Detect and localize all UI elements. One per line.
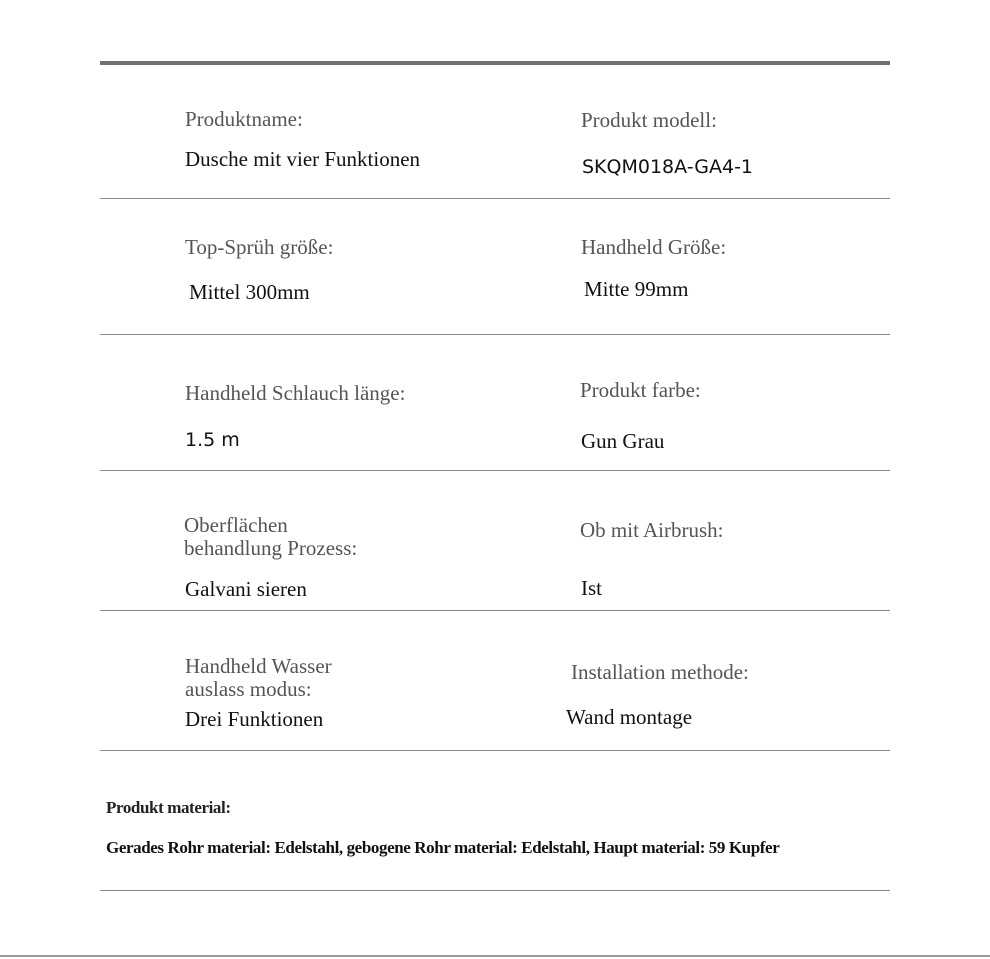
- spec-label-water-outlet-mode-line1: Handheld Wasser: [185, 654, 332, 678]
- row-divider: [100, 890, 890, 891]
- material-value: Gerades Rohr material: Edelstahl, gebogene Rohr material: Edelstahl, Haupt material: 59 Kupfer: [106, 838, 780, 857]
- top-divider: [100, 61, 890, 65]
- row-divider: [100, 198, 890, 199]
- spec-label-airbrush: Ob mit Airbrush:: [580, 518, 724, 542]
- spec-label-water-outlet-mode-line2: auslass modus:: [185, 676, 312, 701]
- spec-value-water-outlet-mode: Drei Funktionen: [185, 707, 324, 731]
- spec-label-installation-method: Installation methode:: [571, 660, 749, 684]
- spec-label-hose-length: Handheld Schlauch länge:: [185, 381, 406, 405]
- spec-value-product-name: Dusche mit vier Funktionen: [185, 147, 421, 171]
- spec-label-surface-treatment-line1: Oberflächen: [184, 513, 288, 537]
- spec-label-product-model: Produkt modell:: [581, 108, 717, 132]
- spec-value-hose-length: 1.5 m: [185, 429, 240, 451]
- spec-value-handheld-size: Mitte 99mm: [584, 277, 689, 301]
- spec-value-product-model: SKQM018A-GA4-1: [582, 156, 754, 178]
- bottom-divider: [0, 955, 990, 957]
- spec-value-product-color: Gun Grau: [581, 429, 665, 453]
- spec-value-airbrush: Ist: [581, 576, 602, 600]
- spec-value-surface-treatment: Galvani sieren: [185, 577, 307, 601]
- spec-label-surface-treatment: [184, 514, 357, 559]
- spec-value-installation-method: Wand montage: [566, 705, 693, 729]
- row-divider: [100, 610, 890, 611]
- spec-label-water-outlet-mode: [185, 655, 332, 700]
- spec-value-top-spray-size: Mittel 300mm: [189, 280, 310, 304]
- spec-label-handheld-size: Handheld Größe:: [581, 235, 727, 259]
- row-divider: [100, 750, 890, 751]
- row-divider: [100, 470, 890, 471]
- row-divider: [100, 334, 890, 335]
- spec-label-surface-treatment-line2: behandlung Prozess:: [184, 535, 358, 560]
- spec-label-product-color: Produkt farbe:: [580, 378, 701, 402]
- material-label: Produkt material:: [106, 798, 231, 817]
- spec-label-top-spray-size: Top-Sprüh größe:: [185, 235, 334, 259]
- spec-label-product-name: Produktname:: [185, 107, 303, 131]
